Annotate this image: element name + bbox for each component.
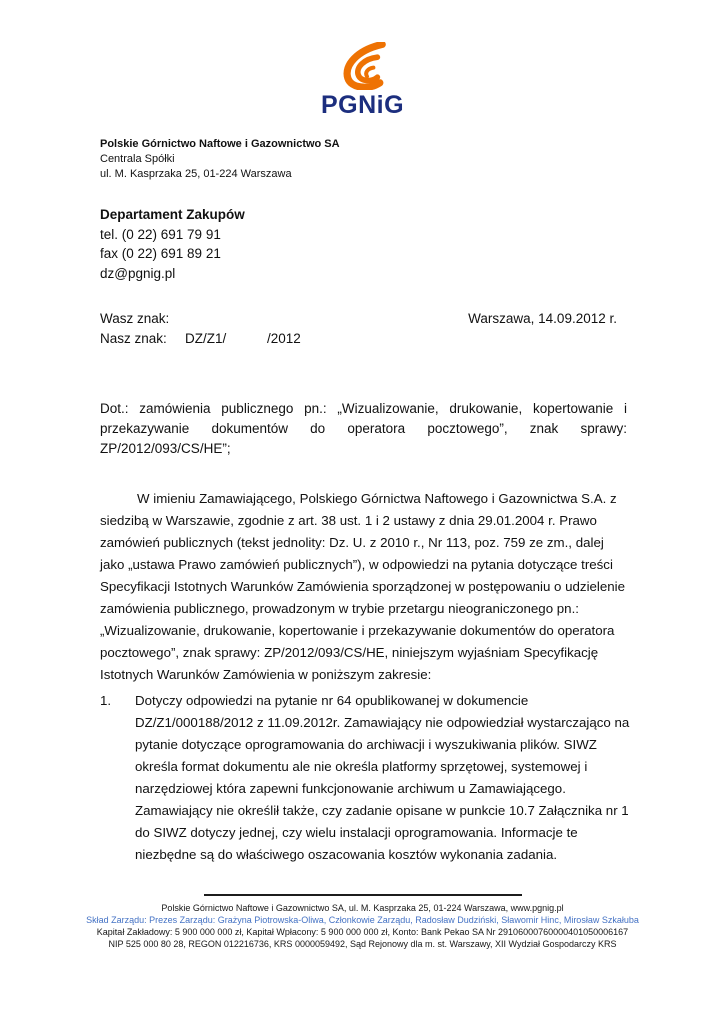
list-item [100, 690, 630, 866]
our-ref-value-2: /2012 [267, 331, 301, 346]
footer-block [0, 894, 725, 950]
footer-line-4: NIP 525 000 80 28, REGON 012216736, KRS 0000059492, Sąd Rejonowy dla m. st. Warszawy, XII Wydział Gospodarczy KRS [108, 938, 617, 949]
item-text: Dotyczy odpowiedzi na pytanie nr 64 opublikowanej w dokumencie DZ/Z1/000188/2012 z 11.09.2012r. Zamawiający nie odpowiedział wystarczająco na pytanie dotyczące oprogramowania do archiwacji i wyszukiwania plików. SIWZ określa format dokumentu ale nie określa platformy sprzętowej, systemowej i narzędziowej która zapewni funkcjonowanie archiwum u Zamawiającego. Zamawiający nie określił także, czy zadanie opisane w punkcie 10.7 Załącznika nr 1 do SIWZ dotyczy jednej, czy wielu instalacji oprogramowania. Informacje te niezbędne są do właściwego oszacowania kosztów wykonania zadania. [135, 693, 630, 862]
footer-line-3: Kapitał Zakładowy: 5 900 000 000 zł, Kapitał Wpłacony: 5 900 000 000 zł, Konto: Bank Pekao SA Nr 29106000760000401050006167 [96, 926, 629, 937]
brand-text: PGNiG [320, 91, 405, 119]
subject-line: Dot.: zamówienia publicznego pn.: „Wizualizowanie, drukowanie, kopertowanie i przekazywanie dokumentów do operatora pocztowego”, znak sprawy: ZP/2012/093/CS/HE”; [100, 401, 627, 456]
department-name: Departament Zakupów [100, 207, 245, 222]
sender-unit: Centrala Spółki [100, 153, 175, 165]
pgnig-logo [0, 42, 725, 120]
item-list [100, 690, 630, 866]
item-number: 1. [100, 693, 112, 708]
reference-block [100, 309, 617, 349]
footer-line-1: Polskie Górnictwo Naftowe i Gazownictwo SA, ul. M. Kasprzaka 25, 01-224 Warszawa, www.pgnig.pl [161, 902, 564, 913]
footer-line-2: Skład Zarządu: Prezes Zarządu: Grażyna Piotrowska-Oliwa, Członkowie Zarządu, Radosław Dudziński, Sławomir Hinc, Mirosław Szkałuba [86, 914, 639, 925]
sender-block [100, 137, 340, 182]
place-date: Warszawa, 14.09.2012 r. [468, 311, 617, 326]
our-ref-value-1: DZ/Z1/ [185, 331, 227, 346]
department-tel: tel. (0 22) 691 79 91 [100, 226, 221, 242]
our-ref-label: Nasz znak: [100, 331, 167, 346]
footer-divider [204, 894, 522, 896]
department-block [100, 205, 245, 283]
sender-company: Polskie Górnictwo Naftowe i Gazownictwo SA [100, 138, 340, 150]
your-ref-label: Wasz znak: [100, 311, 170, 326]
body-paragraph: W imieniu Zamawiającego, Polskiego Górnictwa Naftowego i Gazownictwa S.A. z siedzibą w Warszawie, zgodnie z art. 38 ust. 1 i 2 ustawy z dnia 29.01.2004 r. Prawo zamówień publicznych (tekst jednolity: Dz. U. z 2010 r., Nr 113, poz. 759 ze zm., dalej jako „ustawa Prawo zamówień publicznych”), w odpowiedzi na pytania dotyczące treści Specyfikacji Istotnych Warunków Zamówienia sporządzonej w postępowaniu o udzielenie zamówienia publicznego, prowadzonym w trybie przetargu nieograniczonego pn.: „Wizualizowanie, drukowanie, kopertowanie i przekazywanie dokumentów do operatora pocztowego”, znak sprawy: ZP/2012/093/CS/HE, niniejszym wyjaśniam Specyfikację Istotnych Warunków Zamówienia w poniższym zakresie: [100, 491, 626, 682]
flame-icon [0, 42, 725, 90]
department-email: dz@pgnig.pl [100, 265, 176, 281]
sender-address: ul. M. Kasprzaka 25, 01-224 Warszawa [100, 168, 292, 180]
department-fax: fax (0 22) 691 89 21 [100, 246, 221, 261]
